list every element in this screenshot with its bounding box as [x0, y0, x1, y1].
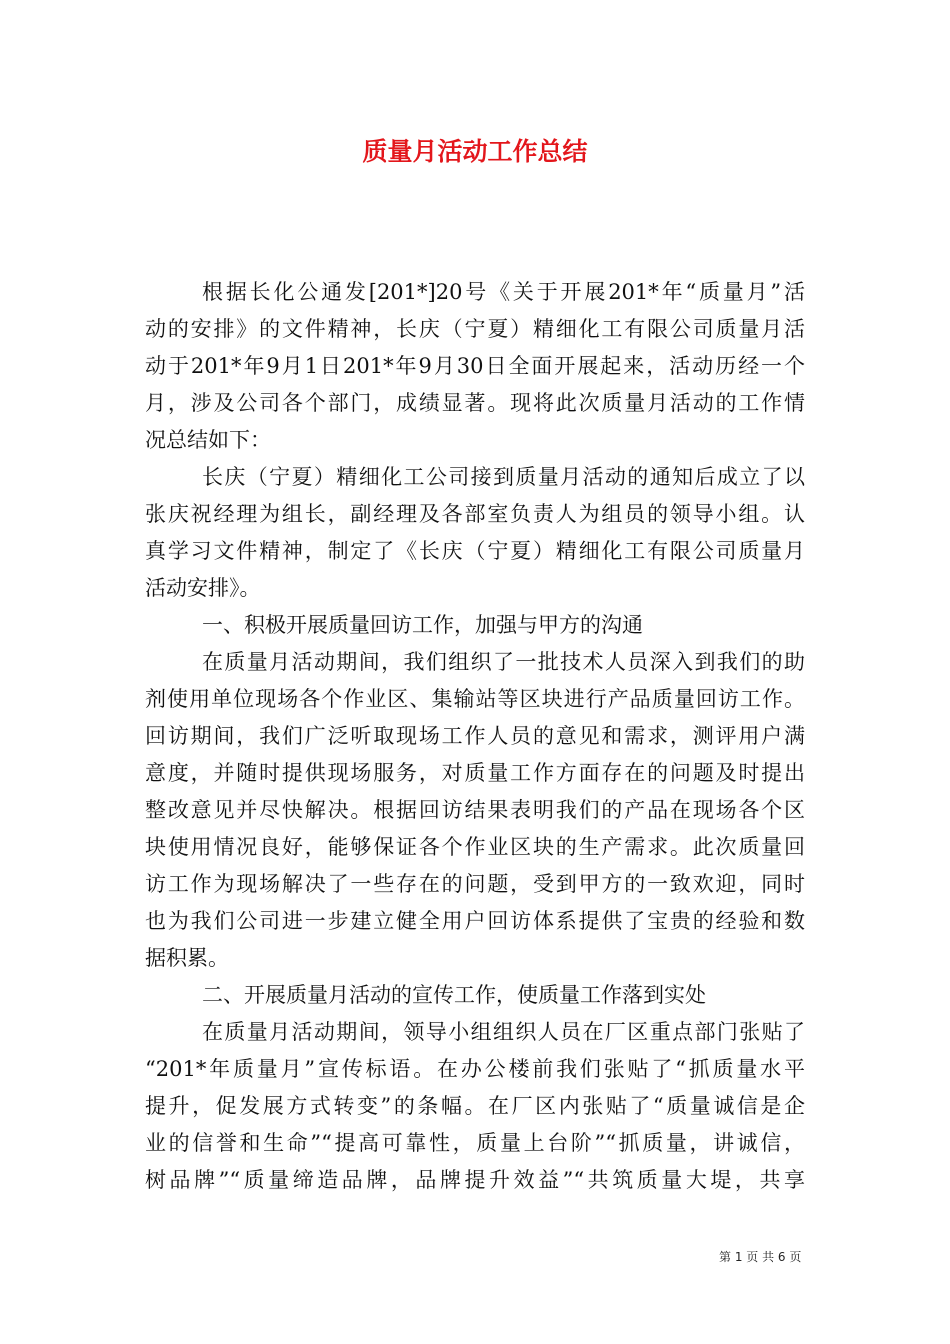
paragraph: [145, 1014, 805, 1199]
document-body: [145, 274, 805, 1199]
paragraph: [145, 459, 805, 607]
paragraph: [145, 607, 805, 644]
text-line: 回访期间，我们广泛听取现场工作人员的意见和需求，测评用户满: [145, 724, 805, 748]
text-line: 也为我们公司进一步建立健全用户回访体系提供了宝贵的经验和数: [145, 909, 805, 933]
text-line: 访工作为现场解决了一些存在的问题，受到甲方的一致欢迎，同时: [145, 872, 805, 896]
document-title: 质量月活动工作总结: [362, 137, 588, 166]
text-line: 根据长化公通发[201*]20号《关于开展201*年“质量月”活: [202, 280, 805, 304]
text-line: 在质量月活动期间，我们组织了一批技术人员深入到我们的助: [202, 650, 805, 674]
paragraph: [145, 274, 805, 459]
text-line: 整改意见并尽快解决。根据回访结果表明我们的产品在现场各个区: [145, 798, 805, 822]
text-line: 提升，促发展方式转变”的条幅。在厂区内张贴了“质量诚信是企: [145, 1094, 805, 1118]
text-line: 真学习文件精神，制定了《长庆（宁夏）精细化工有限公司质量月: [145, 539, 805, 563]
text-line: 长庆（宁夏）精细化工公司接到质量月活动的通知后成立了以: [202, 465, 805, 489]
text-line: 况总结如下：: [145, 428, 271, 452]
text-line: 业的信誉和生命”“提高可靠性，质量上台阶”“抓质量，讲诚信，: [145, 1131, 805, 1155]
text-line: 一、积极开展质量回访工作，加强与甲方的沟通: [202, 613, 643, 637]
text-line: “201*年质量月”宣传标语。在办公楼前我们张贴了“抓质量水平: [145, 1057, 805, 1081]
paragraph: [145, 977, 805, 1014]
text-line: 据积累。: [145, 946, 229, 970]
text-line: 活动安排》。: [145, 576, 261, 600]
text-line: 动于201*年9月1日201*年9月30日全面开展起来，活动历经一个: [145, 354, 805, 378]
text-line: 块使用情况良好，能够保证各个作业区块的生产需求。此次质量回: [145, 835, 805, 859]
text-line: 月，涉及公司各个部门，成绩显著。现将此次质量月活动的工作情: [145, 391, 805, 415]
paragraph: [145, 644, 805, 977]
text-line: 在质量月活动期间，领导小组组织人员在厂区重点部门张贴了: [202, 1020, 805, 1044]
text-line: 树品牌”“质量缔造品牌，品牌提升效益”“共筑质量大堤，共享: [145, 1168, 805, 1192]
text-line: 二、开展质量月活动的宣传工作，使质量工作落到实处: [202, 983, 706, 1007]
page-number: 第 1 页 共 6 页: [719, 1250, 802, 1264]
text-line: 剂使用单位现场各个作业区、集输站等区块进行产品质量回访工作。: [145, 687, 805, 711]
text-line: 动的安排》的文件精神，长庆（宁夏）精细化工有限公司质量月活: [145, 317, 805, 341]
text-line: 张庆祝经理为组长，副经理及各部室负责人为组员的领导小组。认: [145, 502, 805, 526]
text-line: 意度，并随时提供现场服务，对质量工作方面存在的问题及时提出: [145, 761, 805, 785]
